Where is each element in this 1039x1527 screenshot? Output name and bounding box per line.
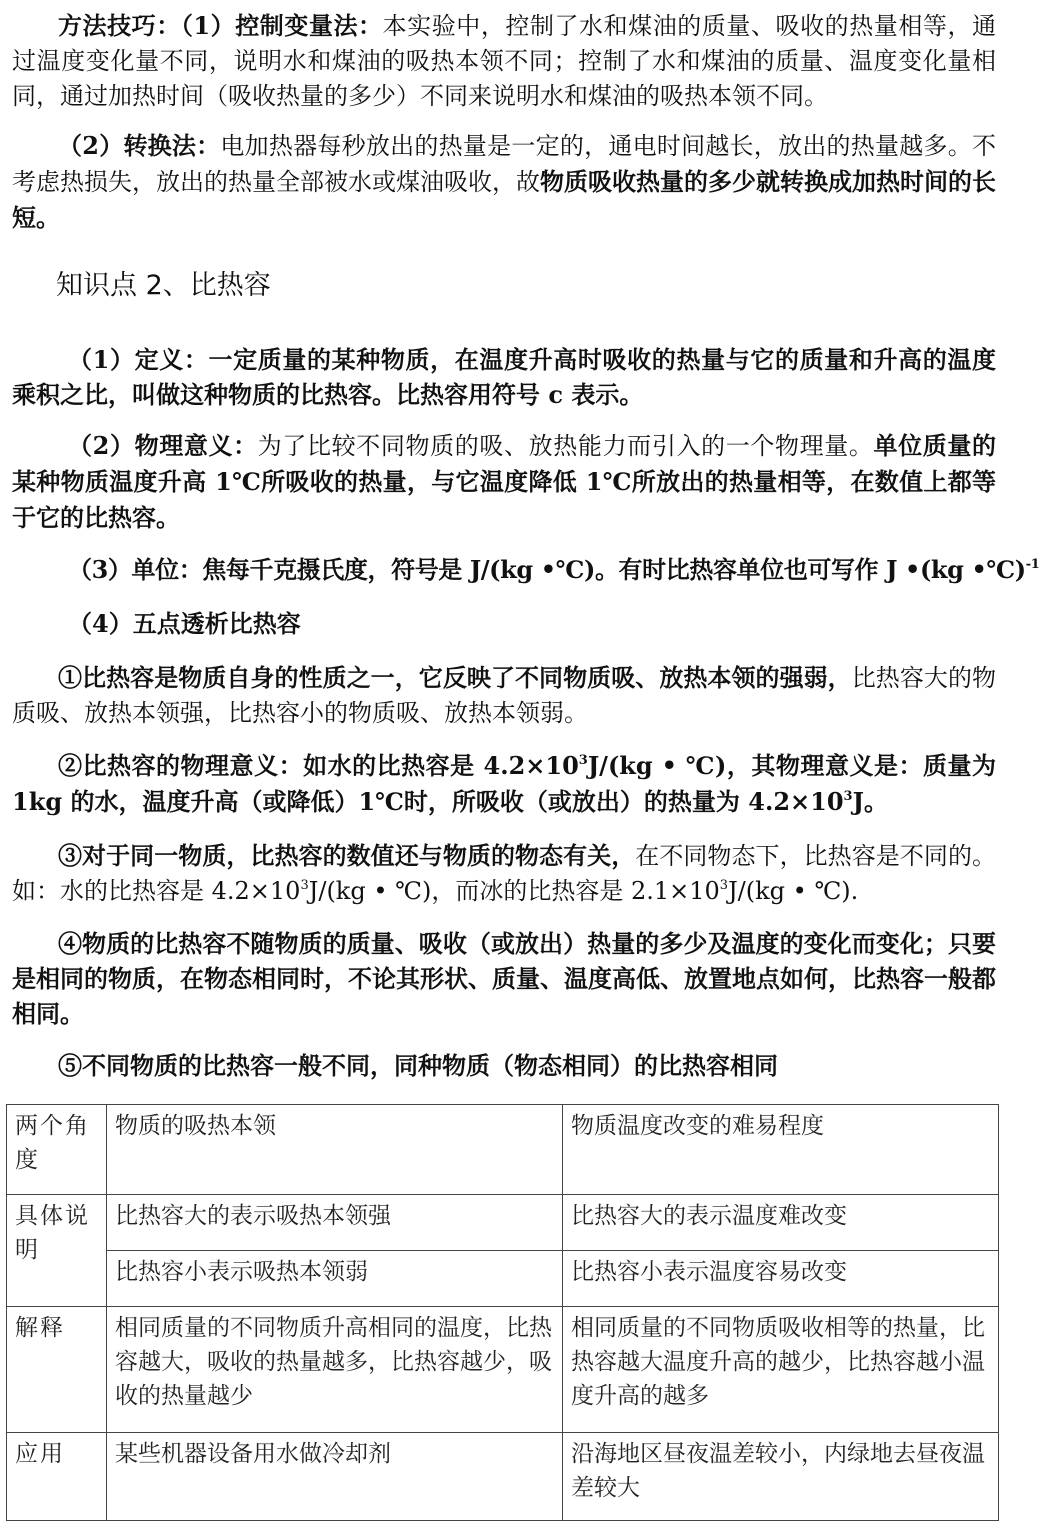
- table-cell: 具体说明: [7, 1195, 107, 1307]
- five-points-heading: （4）五点透析比热容: [68, 609, 301, 638]
- point-2-text-a: 如水的比热容是 4.2×10: [303, 751, 579, 780]
- point-3-text-a: 在不同物态下，比热容是不同的。如：水的比热容是 4.2×10: [12, 842, 997, 905]
- conversion-method-text: 电加热器每秒放出的热量是一定的，通电时间越长，放出的热量越多。不考虑热损失，放出的热量全部被水或煤油吸收，故: [12, 132, 997, 196]
- table-cell: 物质的吸热本领: [107, 1105, 563, 1195]
- point-3-bold: ③对于同一物质，比热容的数值还与物质的物态有关，: [58, 841, 636, 870]
- table-row: [7, 1195, 999, 1251]
- point-2-head: ②比热容的物理意义：: [58, 751, 304, 780]
- point-1-text: 比热容大的物质吸、放热本领强，比热容小的物质吸、放热本领弱。: [12, 664, 996, 727]
- method-tips-paragraph: [12, 8, 996, 114]
- unit-paragraph: [68, 552, 1039, 587]
- point-5-paragraph: ⑤不同物质的比热容一般不同，同种物质（物态相同）的比热容相同: [58, 1051, 778, 1080]
- unit-exponent: -1: [1025, 557, 1039, 572]
- point-3-exp-a: 3: [300, 878, 309, 893]
- method-tips-label: 方法技巧：: [58, 11, 181, 40]
- table-cell: 比热容小表示温度容易改变: [563, 1251, 999, 1307]
- table-row: [7, 1105, 999, 1195]
- point-2-paragraph: [12, 748, 996, 820]
- method-2-number: （2）: [58, 131, 124, 160]
- table-row: [7, 1307, 999, 1433]
- table-cell: 相同质量的不同物质吸收相等的热量，比热容越大温度升高的越少，比热容越小温度升高的越多: [563, 1307, 999, 1433]
- point-3-paragraph: [12, 838, 996, 909]
- point-2-text-b: J/(kg • ℃)，其物理意义是：质量为 1kg 的水，温度升高（或降低）1℃时，所吸收（或放出）的热量为 4.2×10: [12, 751, 996, 816]
- table-cell: 物质温度改变的难易程度: [563, 1105, 999, 1195]
- control-variable-text: 本实验中，控制了水和煤油的质量、吸收的热量相等，通过温度变化量不同，说明水和煤油的吸热本领不同；控制了水和煤油的质量、温度变化量相同，通过加热时间（吸收热量的多少）不同来说明水和煤油的吸热本领不同。: [12, 12, 997, 110]
- conversion-method-term: 转换法：: [123, 131, 221, 160]
- point-1-paragraph: [12, 660, 996, 731]
- control-variable-term: 控制变量法：: [235, 11, 383, 40]
- physical-meaning-text: 为了比较不同物质的吸、放热能力而引入的一个物理量。: [257, 432, 874, 460]
- point-2-exp-a: 3: [578, 753, 588, 768]
- definition-paragraph: （1）定义：一定质量的某种物质，在温度升高时吸收的热量与它的质量和升高的温度乘积之比，叫做这种物质的比热容。比热容用符号 c 表示。: [12, 345, 996, 409]
- physical-meaning-bold: 单位质量的某种物质温度升高 1℃所吸收的热量，与它温度降低 1℃所放出的热量相等，在数值上都等于它的比热容。: [12, 431, 997, 532]
- table-row: [7, 1251, 999, 1307]
- point-4-paragraph: ④物质的比热容不随物质的质量、吸收（或放出）热量的多少及温度的变化而变化；只要是相同的物质，在物态相同时，不论其形状、质量、温度高低、放置地点如何，比热容一般都相同。: [12, 929, 996, 1028]
- unit-text: （3）单位：焦每千克摄氏度，符号是 J/(kg •℃)。有时比热容单位也可写作 J •(kg •℃): [68, 555, 1026, 584]
- point-1-bold: ①比热容是物质自身的性质之一，它反映了不同物质吸、放热本领的强弱，: [58, 663, 852, 692]
- physical-meaning-paragraph: [12, 428, 996, 536]
- table-cell: 比热容小表示吸热本领弱: [107, 1251, 563, 1307]
- point-3-exp-b: 3: [719, 878, 729, 893]
- point-2-exp-b: 3: [843, 789, 853, 804]
- physical-meaning-head: （2）物理意义：: [68, 431, 258, 460]
- conversion-method-paragraph: [12, 128, 996, 236]
- table-cell: 某些机器设备用水做冷却剂: [107, 1433, 563, 1521]
- point-2-text-c: J。: [852, 787, 888, 816]
- conversion-method-conclusion: 物质吸收热量的多少就转换成加热时间的长短。: [12, 167, 996, 232]
- table-cell: 沿海地区昼夜温差较小，内绿地去昼夜温差较大: [563, 1433, 999, 1521]
- method-1-number: （1）: [180, 11, 236, 40]
- table-row: [7, 1433, 999, 1521]
- point-3-text-c: J/(kg • ℃).: [728, 877, 859, 905]
- point-3-text-b: J/(kg • ℃)，而冰的比热容是 2.1×10: [308, 877, 720, 905]
- comparison-table: [6, 1104, 999, 1521]
- table-cell: 解释: [7, 1307, 107, 1433]
- table-cell: 应用: [7, 1433, 107, 1521]
- table-cell: 比热容大的表示吸热本领强: [107, 1195, 563, 1251]
- table-cell: 两个角度: [7, 1105, 107, 1195]
- table-cell: 比热容大的表示温度难改变: [563, 1195, 999, 1251]
- section-heading: 知识点 2、比热容: [56, 270, 271, 301]
- table-cell: 相同质量的不同物质升高相同的温度，比热容越大，吸收的热量越多，比热容越少，吸收的热量越少: [107, 1307, 563, 1433]
